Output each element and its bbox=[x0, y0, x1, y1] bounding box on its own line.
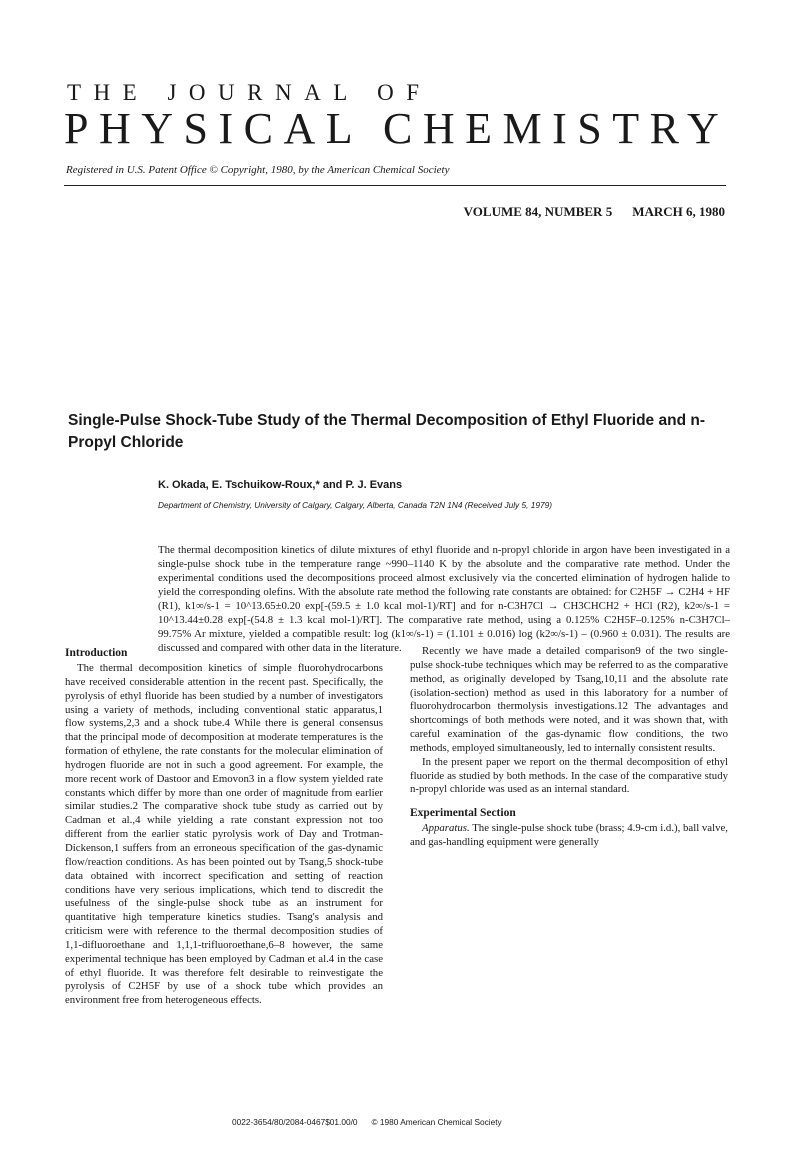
registration-notice: Registered in U.S. Patent Office © Copyright, 1980, by the American Chemical Society bbox=[66, 164, 450, 176]
intro-paragraph-2: Recently we have made a detailed comparison9 of the two single-pulse shock-tube techniques which may be referred to as the comparative method, as originally developed by Tsang,10,11 and the absolute rate (isolation-section) method as used in this laboratory for a number of fluorohydrocarbon thermolysis investigations.12 The advantages and shortcomings of both methods were noted, and it was shown that, with careful examination of the gas-dynamic flow conditions, the two methods, employed simultaneously, led to internally consistent results. bbox=[410, 645, 728, 754]
header-rule bbox=[64, 185, 726, 186]
intro-paragraph-3: In the present paper we report on the thermal decomposition of ethyl fluoride as studied by both methods. In the case of the comparative study n-propyl chloride was used as an internal standard. bbox=[410, 755, 728, 796]
volume-number: VOLUME 84, NUMBER 5 bbox=[463, 204, 613, 219]
author-affiliation: Department of Chemistry, University of Calgary, Calgary, Alberta, Canada T2N 1N4 (Received July 5, 1979) bbox=[158, 500, 552, 510]
page-footer bbox=[232, 1117, 502, 1127]
body-column-right bbox=[410, 645, 728, 850]
apparatus-text: The single-pulse shock tube (brass; 4.9-cm i.d.), ball valve, and gas-handling equipment were generally bbox=[410, 822, 728, 849]
article-authors: K. Okada, E. Tschuikow-Roux,* and P. J. Evans bbox=[158, 479, 403, 491]
section-heading-experimental: Experimental Section bbox=[410, 807, 516, 820]
intro-paragraph-1: The thermal decomposition kinetics of simple fluorohydrocarbons have received considerable attention in the recent past. Specifically, the pyrolysis of ethyl fluoride has been studied by a number of investigators using a variety of methods, including conventional static apparatus,1 flow systems,2,3 and a shock tube.4 While there is general consensus that the principal mode of decomposition at moderate temperatures is the formation of ethylene, the rate constants for the molecular elimination of hydrogen fluoride are not in such a good agreement. For example, the more recent work of Dastoor and Emovon3 in a flow system yielded rate constants which differ by more than one order of magnitude from earlier similar studies.2 The comparative shock tube study as carried out by Cadman et al.,4 while yielding a rate constant expression not too different from the earlier static pyrolysis work of Day and Trotman-Dickenson,1 suffers from an erroneous specification of the gas-dynamic flow/reaction conditions. As has been pointed out by Tsang,5 shock-tube data obtained with incorrect specification and setting of reaction conditions have very serious implications, which tend to discredit the usefulness of the single-pulse shock tube as an instrument for quantitative high temperature kinetics studies. Tsang's analysis and criticism were with reference to the thermal decomposition studies of 1,1-difluoroethane and 1,1,1-trifluoroethane,6–8 however, the same experimental technique has been employed by Cadman et al.4 in the case of ethyl fluoride. It was therefore felt desirable to reinvestigate the pyrolysis of C2H5F by use of a shock tube which provides an environment free from heterogeneous effects. bbox=[65, 662, 383, 1007]
apparatus-label: Apparatus. bbox=[422, 822, 470, 835]
journal-name-line2: PHYSICAL CHEMISTRY bbox=[64, 104, 730, 153]
article-title: Single-Pulse Shock-Tube Study of the Thermal Decomposition of Ethyl Fluoride and n-Propyl Chloride bbox=[68, 412, 705, 451]
section-heading-introduction: Introduction bbox=[65, 647, 128, 659]
issue-date: MARCH 6, 1980 bbox=[632, 204, 725, 219]
experimental-paragraph-1 bbox=[410, 822, 728, 850]
issue-info bbox=[464, 204, 725, 220]
footer-code: 0022-3654/80/2084-0467$01.00/0 bbox=[232, 1117, 358, 1127]
journal-name-line1: THE JOURNAL OF bbox=[67, 80, 432, 105]
footer-copyright: © 1980 American Chemical Society bbox=[371, 1117, 502, 1127]
abstract: The thermal decomposition kinetics of dilute mixtures of ethyl fluoride and n-propyl chloride in argon have been investigated in a single-pulse shock tube in the temperature range ~990–1140 K by the absolute and the comparative rate method. Under the experimental conditions used the decompositions proceed almost exclusively via the concerted elimination of hydrogen halide to yield the corresponding olefins. With the absolute rate method the following rate constants are obtained: for C2H5F → C2H4 + HF (R1), k1∞/s-1 = 10^13.65±0.20 exp[-(59.5 ± 1.0 kcal mol-1)/RT] and for n-C3H7Cl → CH3CHCH2 + HCl (R2), k2∞/s-1 = 10^13.44±0.28 exp[-(54.8 ± 1.3 kcal mol-1)/RT]. The comparative rate method, using a 0.125% C2H5F–0.125% n-C3H7Cl–99.75% Ar mixture, yielded a compatible result: log (k1∞/s-1) = (1.101 ± 0.016) log (k2∞/s-1) – (0.960 ± 0.031). The results are discussed and compared with other data in the literature. bbox=[158, 544, 730, 654]
body-column-left bbox=[65, 645, 383, 1008]
